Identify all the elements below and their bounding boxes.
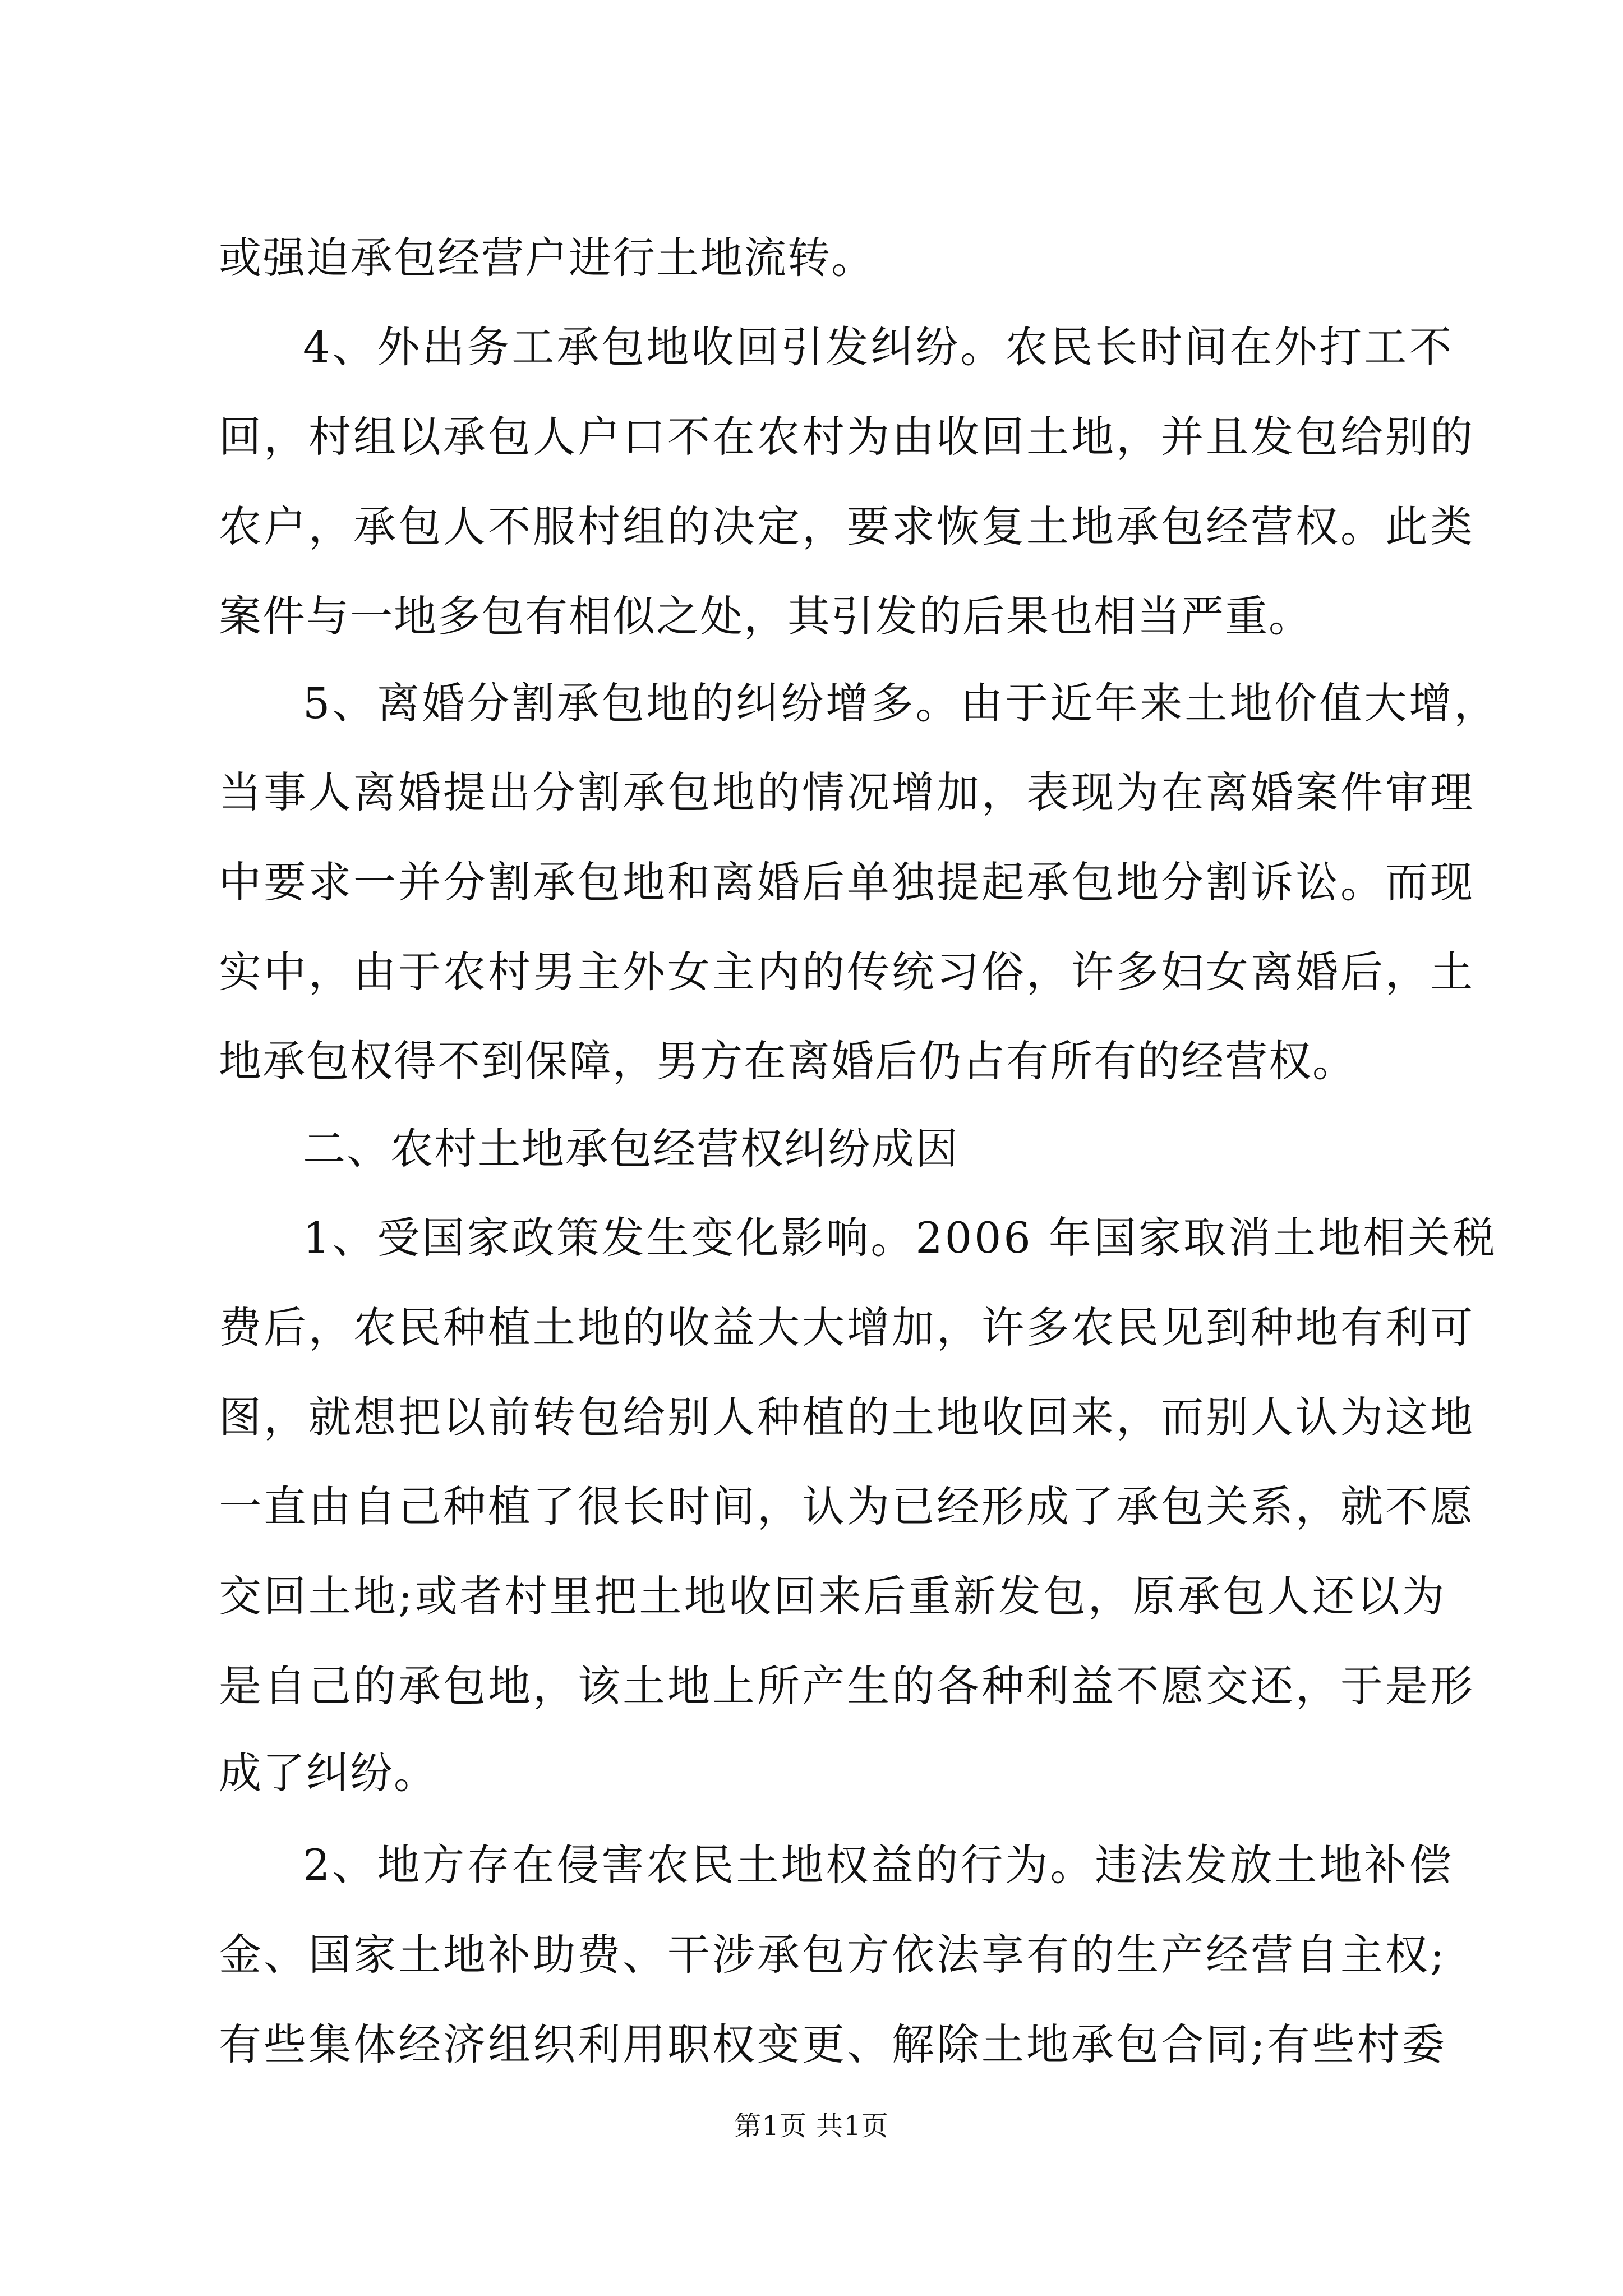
text-line: 回，村组以承包人户口不在农村为由收回土地，并且发包给别的 — [219, 412, 1475, 462]
text-line: 地承包权得不到保障，男方在离婚后仍占有所有的经营权。 — [219, 1036, 1356, 1086]
text-line: 图，就想把以前转包给别人种植的土地收回来，而别人认为这地 — [219, 1392, 1475, 1442]
text-line: 交回土地;或者村里把土地收回来后重新发包，原承包人还以为 — [219, 1571, 1447, 1621]
paragraph-heading-5: 5、离婚分割承包地的纠纷增多。由于近年来土地价值大增， — [303, 678, 1499, 728]
text-line: 中要求一并分割承包地和离婚后单独提起承包地分割诉讼。而现 — [219, 857, 1475, 907]
section-heading: 二、农村土地承包经营权纠纷成因 — [303, 1124, 959, 1174]
text-line: 或强迫承包经营户进行土地流转。 — [219, 233, 875, 283]
page-footer: 第1页 共1页 — [734, 2110, 889, 2142]
text-line: 金、国家土地补助费、干涉承包方依法享有的生产经营自主权; — [219, 1930, 1447, 1980]
text-line: 成了纠纷。 — [219, 1748, 437, 1798]
text-line: 实中，由于农村男主外女主内的传统习俗，许多妇女离婚后，土 — [219, 947, 1475, 997]
text-line: 一直由自己种植了很长时间，认为已经形成了承包关系，就不愿 — [219, 1481, 1475, 1531]
text-line: 费后，农民种植土地的收益大大增加，许多农民见到种地有利可 — [219, 1303, 1475, 1352]
text-line: 有些集体经济组织利用职权变更、解除土地承包合同;有些村委 — [219, 2019, 1447, 2069]
paragraph-heading-1: 1、受国家政策发生变化影响。2006 年国家取消土地相关税 — [303, 1213, 1497, 1263]
text-line: 农户，承包人不服村组的决定，要求恢复土地承包经营权。此类 — [219, 501, 1475, 551]
paragraph-heading-2: 2、地方存在侵害农民土地权益的行为。违法发放土地补偿 — [303, 1840, 1454, 1890]
text-line: 案件与一地多包有相似之处，其引发的后果也相当严重。 — [219, 591, 1312, 641]
text-line: 当事人离婚提出分割承包地的情况增加，表现为在离婚案件审理 — [219, 767, 1475, 817]
text-line: 是自己的承包地，该土地上所产生的各种利益不愿交还，于是形 — [219, 1661, 1475, 1711]
paragraph-heading-4: 4、外出务工承包地收回引发纠纷。农民长时间在外打工不 — [303, 322, 1454, 372]
